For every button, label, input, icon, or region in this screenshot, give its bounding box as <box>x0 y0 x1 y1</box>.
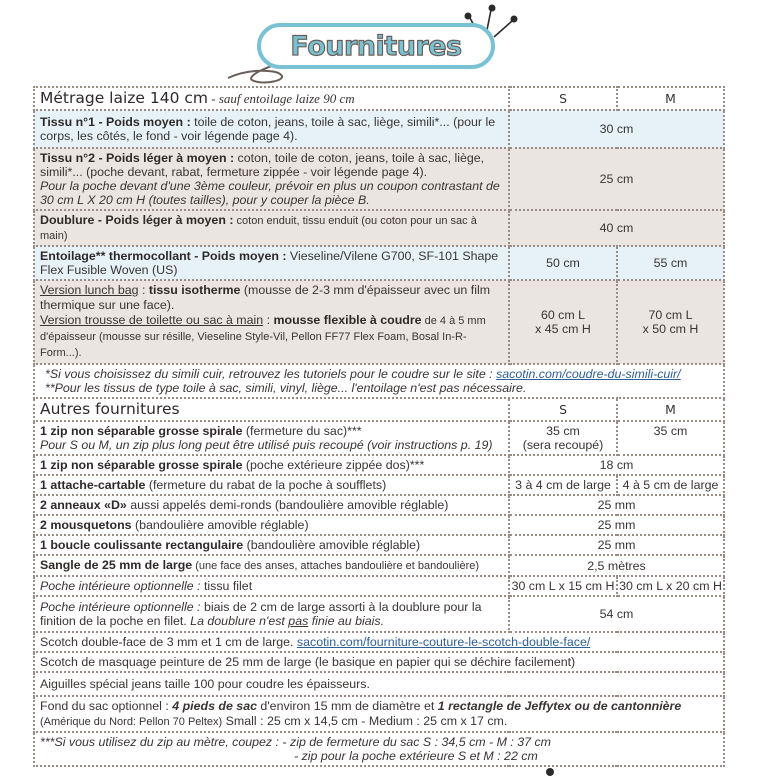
column-header-s: S <box>509 87 617 110</box>
table-row <box>34 555 724 576</box>
masking-tape-description: Scotch de masquage peinture de 25 mm de large (le basique en papier qui se déchire facilement) <box>34 652 724 672</box>
table-row <box>34 632 724 652</box>
d-rings-description: 2 anneaux «D» aussi appelés demi-ronds (bandoulière amovible réglable) <box>34 495 509 515</box>
zip-bag-value-s: 35 cm (sera recoupé) <box>509 421 617 455</box>
mesh-pocket-value-m: 30 cm L x 20 cm H <box>617 576 724 596</box>
zip-bag-value-m: 35 cm <box>617 421 724 455</box>
slider-buckle-value: 25 mm <box>509 535 724 555</box>
zip-pocket-value: 18 cm <box>509 455 724 475</box>
pin-head-icon <box>489 5 496 12</box>
table-row <box>34 110 724 148</box>
table-row <box>34 421 724 455</box>
table-row <box>34 455 724 475</box>
foam-value-m: 70 cm L x 50 cm H <box>617 280 724 364</box>
fabric-2-description: Tissu n°2 - Poids léger à moyen : coton, toile de coton, jeans, toile à sac, liège, simili*... (poche devant, rabat, fermeture zippée - voir légende page 4). Pour la poche devant d'une 3ème couleur, prévoir en plus un coupon contrastant de 30 cm L X 20 cm H (toutes tailles), pour y couper la pièce B. <box>34 148 509 210</box>
fabric-1-value: 30 cm <box>509 110 724 148</box>
foam-value-s: 60 cm L x 45 cm H <box>509 280 617 364</box>
mesh-pocket-value-s: 30 cm L x 15 cm H <box>509 576 617 596</box>
zip-pocket-description: 1 zip non séparable grosse spirale (poche extérieure zippée dos)*** <box>34 455 509 475</box>
carabiners-description: 2 mousquetons (bandoulière amovible réglable) <box>34 515 509 535</box>
attache-value-m: 4 à 5 cm de large <box>617 475 724 495</box>
d-rings-value: 25 mm <box>509 495 724 515</box>
title-frame <box>257 23 495 69</box>
fabric-2-value: 25 cm <box>509 148 724 210</box>
other-section-title-cell <box>34 398 509 421</box>
foam-description: Version lunch bag : tissu isotherme (mousse de 2-3 mm d'épaisseur avec un film thermique sur une face). Version trousse de toilette ou sac à main : mousse flexible à coudre de 4 à 5 mm d'épaisseur (mousse sur résille, Vieseline Style-Vil, Pellon FF77 Flex Foam, Bosal In-R-Form...). <box>34 280 509 364</box>
mesh-pocket-description: Poche intérieure optionnelle : tissu filet <box>34 576 509 596</box>
zip-footnote-row <box>34 732 724 766</box>
table-row <box>34 596 724 632</box>
table-row <box>34 246 724 280</box>
strap-value: 2,5 mètres <box>509 555 724 576</box>
fabric-1-description: Tissu n°1 - Poids moyen : toile de coton, jeans, toile à sac, liège, simili*... (pour le corps, les côtés, le fond - voir légende page 4). <box>34 110 509 148</box>
interfacing-description: Entoilage** thermocollant - Poids moyen : Vieseline/Vilene G700, SF-101 Shape Flex Fusible Woven (US) <box>34 246 509 280</box>
page-header <box>0 0 759 90</box>
attache-description: 1 attache-cartable (fermeture du rabat de la poche à soufflets) <box>34 475 509 495</box>
column-header-s: S <box>509 398 617 421</box>
table-row <box>34 672 724 696</box>
zip-footnote: ***Si vous utilisez du zip au mètre, coupez : - zip de fermeture du sac S : 34,5 cm - M : 37 cm - zip pour la poche extérieure S et M : 22 cm <box>34 732 724 766</box>
table-row <box>34 280 724 364</box>
other-section-header <box>34 398 724 421</box>
table-row <box>34 576 724 596</box>
table-row <box>34 475 724 495</box>
carabiners-value: 25 mm <box>509 515 724 535</box>
fabric-section-subtitle: - sauf entoilage laize 90 cm <box>208 91 355 106</box>
table-row <box>34 652 724 672</box>
double-tape-link[interactable]: sacotin.com/fourniture-couture-le-scotch-double-face/ <box>296 635 591 649</box>
table-row <box>34 696 724 732</box>
interfacing-note: **Pour les tissus de type toile à sac, simili, vinyl, liège... l'entoilage n'est pas nécessaire. <box>45 381 527 395</box>
slider-buckle-description: 1 boucle coulissante rectangulaire (bandoulière amovible réglable) <box>34 535 509 555</box>
supplies-table <box>33 86 725 767</box>
lining-description: Doublure - Poids léger à moyen : coton enduit, tissu enduit (ou coton pour un sac à main) <box>34 210 509 246</box>
needles-description: Aiguilles spécial jeans taille 100 pour coudre les épaisseurs. <box>34 672 724 696</box>
pin-head-icon <box>511 16 518 23</box>
column-header-m: M <box>617 398 724 421</box>
pin-icon <box>494 21 512 37</box>
table-row <box>34 210 724 246</box>
bag-bottom-description: Fond du sac optionnel : 4 pieds de sac d'environ 15 mm de diamètre et 1 rectangle de Jeffytex ou de cantonnière (Amérique du Nord: Pellon 70 Peltex) Small : 25 cm x 14,5 cm - Medium : 25 cm x 17 cm. <box>34 696 724 732</box>
bias-binding-description: Poche intérieure optionnelle : biais de 2 cm de large assorti à la doublure pour la finition de la poche en filet. La doublure n'est pas finie au biais. <box>34 596 509 632</box>
fabric-section-header <box>34 87 724 110</box>
table-row <box>34 515 724 535</box>
pin-head-icon <box>546 768 554 776</box>
page-title: Fournitures <box>290 31 462 62</box>
other-section-title: Autres fournitures <box>40 400 180 418</box>
column-header-m: M <box>617 87 724 110</box>
fabric-section-title: Métrage laize 140 cm <box>40 89 209 107</box>
table-row <box>34 148 724 210</box>
fabric-notes: *Si vous choisissez du simili cuir, retrouvez les tutoriels pour le coudre sur le site : sacotin.com/coudre-du-simili-cuir/ **Pour les tissus de type toile à sac, simili, vinyl, liège... l'entoilage n'est pas nécessaire. <box>34 364 724 398</box>
interfacing-value-s: 50 cm <box>509 246 617 280</box>
table-row <box>34 535 724 555</box>
lining-value: 40 cm <box>509 210 724 246</box>
interfacing-value-m: 55 cm <box>617 246 724 280</box>
pin-head-icon <box>465 13 472 20</box>
strap-description: Sangle de 25 mm de large (une face des anses, attaches bandoulière et bandoulière) <box>34 555 509 576</box>
simili-cuir-link[interactable]: sacotin.com/coudre-du-simili-cuir/ <box>496 367 681 381</box>
attache-value-s: 3 à 4 cm de large <box>509 475 617 495</box>
bias-binding-value: 54 cm <box>509 596 724 632</box>
fabric-notes-row <box>34 364 724 398</box>
double-tape-description: Scotch double-face de 3 mm et 1 cm de large. sacotin.com/fourniture-couture-le-scotch-double-face/ <box>34 632 724 652</box>
zip-bag-description: 1 zip non séparable grosse spirale (fermeture du sac)*** Pour S ou M, un zip plus long peut être utilisé puis recoupé (voir instructions p. 19) <box>34 421 509 455</box>
fabric-section-title-cell <box>34 87 509 110</box>
table-row <box>34 495 724 515</box>
